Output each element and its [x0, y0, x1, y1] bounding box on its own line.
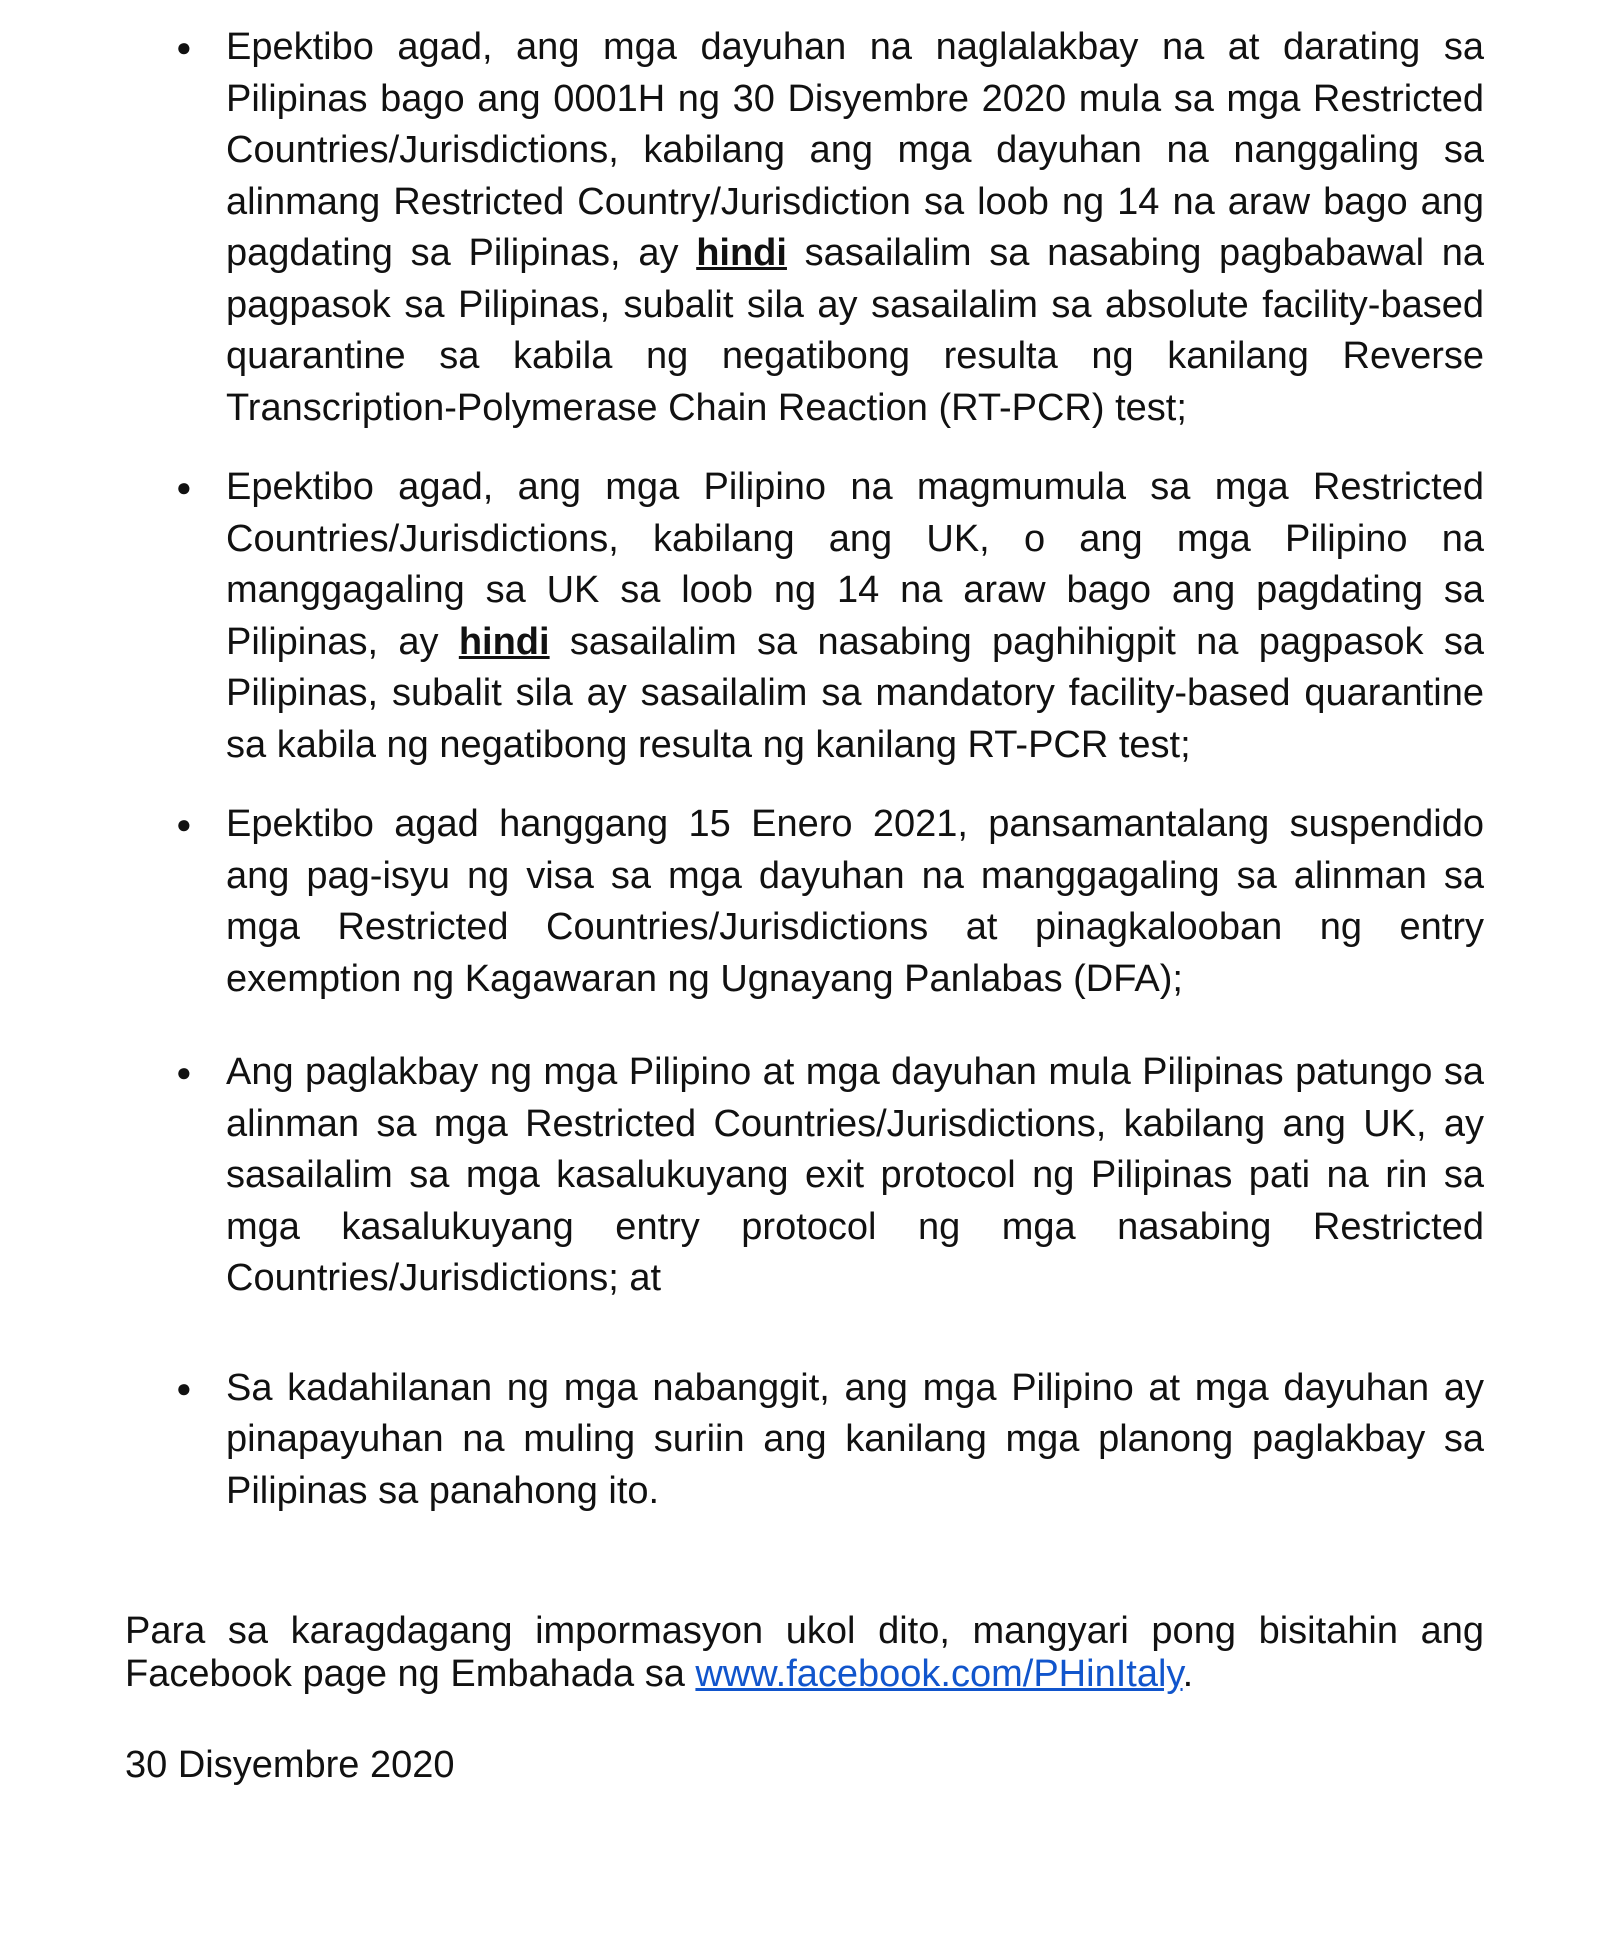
bullet-list — [170, 22, 1484, 1517]
facebook-link[interactable]: www.facebook.com/PHinItaly — [695, 1653, 1183, 1695]
bullet-icon: ● — [176, 32, 192, 62]
document-date: 30 Disyembre 2020 — [125, 1744, 455, 1786]
list-item — [170, 22, 1484, 434]
bullet-icon: ● — [176, 472, 192, 502]
list-item-text: Epektibo agad, ang mga Pilipino na magmumula sa mga Restricted Countries/Jurisdictions, kabilang ang UK, o ang mga Pilipino na manggagaling sa UK sa loob ng 14 na araw bago ang pagdating sa Pilipinas, ay hindi sasailalim sa nasabing paghihigpit na pagpasok sa Pilipinas, subalit sila ay sasailalim sa mandatory facility-based quarantine sa kabila ng negatibong resulta ng kanilang RT-PCR test; — [226, 466, 1484, 766]
bullet-icon: ● — [176, 809, 192, 839]
bullet-icon: ● — [176, 1057, 192, 1087]
list-item — [170, 1047, 1484, 1305]
closing-paragraph: Para sa karagdagang impormasyon ukol dito, mangyari pong bisitahin ang Facebook page ng Embahada sa www.facebook.com/PHinItaly. — [125, 1610, 1484, 1695]
list-item-text: Sa kadahilanan ng mga nabanggit, ang mga Pilipino at mga dayuhan ay pinapayuhan na muling suriin ang kanilang mga planong paglakbay sa Pilipinas sa panahong ito. — [226, 1366, 1484, 1512]
bullet-icon: ● — [176, 1372, 192, 1403]
list-item-text: Epektibo agad hanggang 15 Enero 2021, pansamantalang suspendido ang pag-isyu ng visa sa mga dayuhan na manggagaling sa alinman sa mga Restricted Countries/Jurisdictions at pinagkalooban ng entry exemption ng Kagawaran ng Ugnayang Panlabas (DFA); — [226, 803, 1484, 1000]
list-item — [170, 1363, 1484, 1518]
emphasis-text: hindi — [696, 232, 787, 274]
list-item — [170, 799, 1484, 1005]
list-item — [170, 462, 1484, 771]
emphasis-text: hindi — [458, 620, 550, 663]
list-item-text: Ang paglakbay ng mga Pilipino at mga dayuhan mula Pilipinas patungo sa alinman sa mga Restricted Countries/Jurisdictions, kabilang ang UK, ay sasailalim sa mga kasalukuyang exit protocol ng Pilipinas pati na rin sa mga kasalukuyang entry protocol ng mga nasabing Restricted Countries/Jurisdictions; at — [226, 1051, 1484, 1299]
list-item-text: Epektibo agad, ang mga dayuhan na naglalakbay na at darating sa Pilipinas bago ang 0001H ng 30 Disyembre 2020 mula sa mga Restricted Countries/Jurisdictions, kabilang ang mga dayuhan na nanggaling sa alinmang Restricted Country/Jurisdiction sa loob ng 14 na araw bago ang pagdating sa Pilipinas, ay hindi sasailalim sa nasabing pagbabawal na pagpasok sa Pilipinas, subalit sila ay sasailalim sa absolute facility-based quarantine sa kabila ng negatibong resulta ng kanilang Reverse Transcription-Polymerase Chain Reaction (RT-PCR) test; — [226, 26, 1485, 429]
